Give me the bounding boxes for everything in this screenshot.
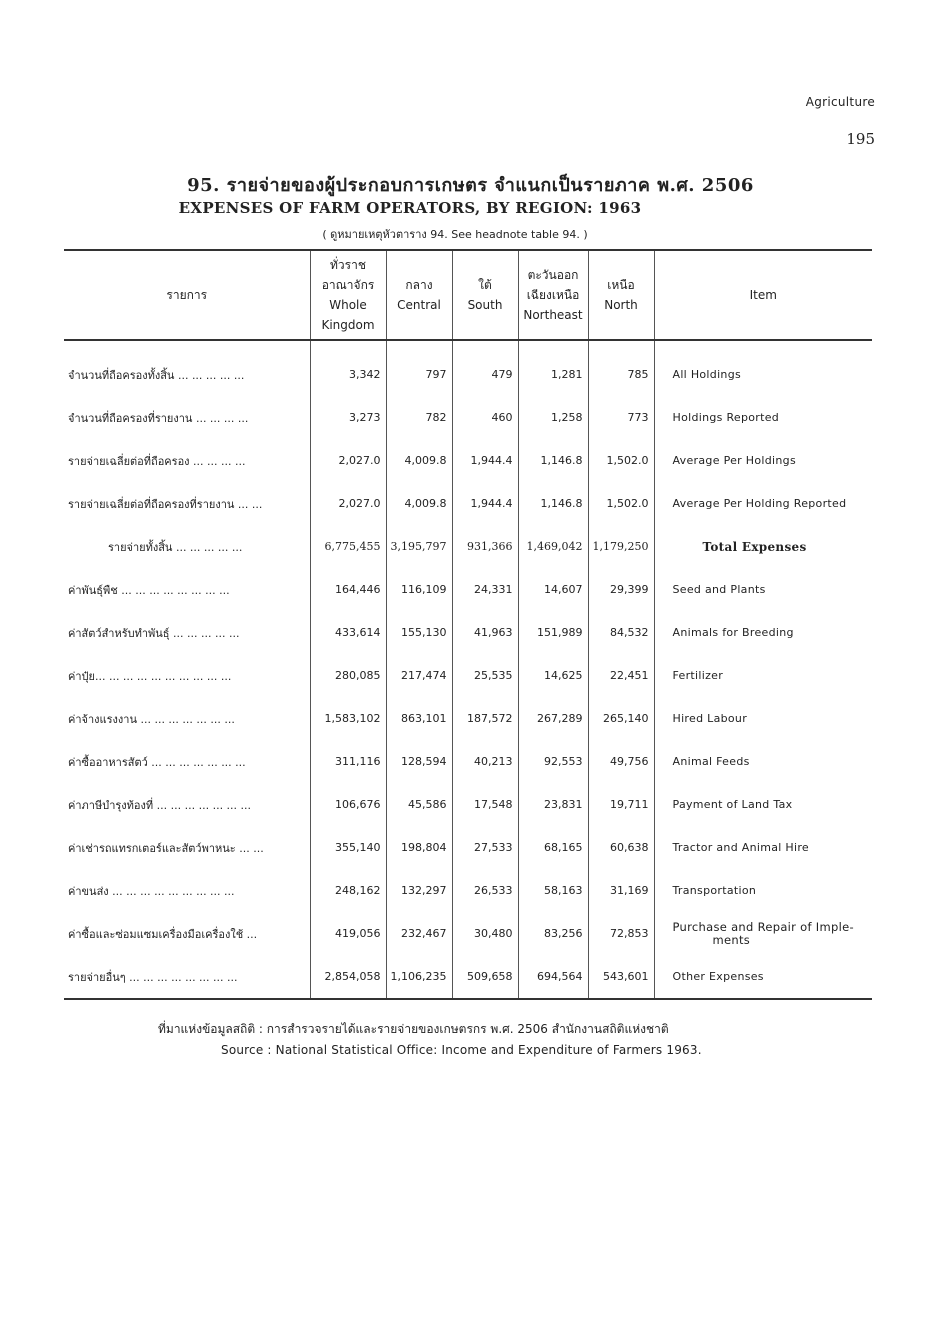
row-label-th: รายจ่ายเฉลี่ยต่อที่ถือครองที่รายงาน ... ...	[68, 497, 263, 511]
cell-north: 49,756	[588, 740, 654, 783]
cell-northeast: 14,607	[518, 568, 588, 611]
cell-northeast: 14,625	[518, 654, 588, 697]
table-row	[64, 697, 872, 740]
cell-northeast: 151,989	[518, 611, 588, 654]
table-row	[64, 340, 872, 396]
table-row	[64, 783, 872, 826]
table-row	[64, 912, 872, 955]
row-label-en: Holdings Reported	[672, 411, 780, 424]
cell-whole: 2,027.0	[310, 482, 386, 525]
cell-central: 128,594	[386, 740, 452, 783]
cell-northeast: 267,289	[518, 697, 588, 740]
row-label-en: Payment of Land Tax	[672, 798, 793, 811]
row-label-th: ค่าซื้ออาหารสัตว์ ... ... ... ... ... ... ...	[68, 755, 246, 769]
row-label-en: Tractor and Animal Hire	[672, 841, 810, 854]
cell-northeast: 92,553	[518, 740, 588, 783]
cell-central: 116,109	[386, 568, 452, 611]
cell-whole: 2,854,058	[310, 955, 386, 999]
cell-whole: 248,162	[310, 869, 386, 912]
cell-south: 30,480	[452, 912, 518, 955]
headnote: ( ดูหมายเหตุหัวตาราง 94. See headnote table 94. )	[322, 228, 588, 241]
cell-central: 45,586	[386, 783, 452, 826]
cell-central: 863,101	[386, 697, 452, 740]
table-row	[64, 869, 872, 912]
row-label-en: Animal Feeds	[672, 755, 750, 768]
table-row	[64, 439, 872, 482]
row-label-en: Average Per Holdings	[672, 454, 796, 467]
row-label-en-line1: Purchase and Repair of Imple-	[672, 919, 854, 934]
section-label: Agriculture	[805, 95, 875, 109]
cell-south: 27,533	[452, 826, 518, 869]
row-label-th: จำนวนที่ถือครองทั้งสิ้น ... ... ... ... ...	[68, 368, 245, 382]
table-row	[64, 740, 872, 783]
cell-central: 4,009.8	[386, 482, 452, 525]
row-label-en: Other Expenses	[654, 955, 872, 999]
cell-northeast: 1,146.8	[518, 482, 588, 525]
cell-south: 187,572	[452, 697, 518, 740]
cell-north: 1,179,250	[588, 525, 654, 568]
page-number: 195	[846, 130, 875, 148]
cell-central: 1,106,235	[386, 955, 452, 999]
cell-north: 1,502.0	[588, 439, 654, 482]
source-thai: ที่มาแห่งข้อมูลสถิติ : การสำรวจรายได้และรายจ่ายของเกษตรกร พ.ศ. 2506 สำนักงานสถิติแห่งชาติ	[158, 1022, 669, 1036]
cell-south: 25,535	[452, 654, 518, 697]
source-english: Source : National Statistical Office: Income and Expenditure of Farmers 1963.	[221, 1043, 702, 1057]
cell-north: 19,711	[588, 783, 654, 826]
cell-south: 24,331	[452, 568, 518, 611]
cell-whole: 3,342	[310, 340, 386, 396]
table-row-total	[64, 525, 872, 568]
cell-central: 232,467	[386, 912, 452, 955]
table-row	[64, 611, 872, 654]
row-label-en: Animals for Breeding	[672, 626, 794, 639]
row-label-th: จำนวนที่ถือครองที่รายงาน ... ... ... ...	[68, 411, 249, 425]
table-header-row	[64, 250, 872, 340]
row-label-en	[654, 912, 872, 955]
cell-north: 31,169	[588, 869, 654, 912]
cell-central: 3,195,797	[386, 525, 452, 568]
cell-south: 40,213	[452, 740, 518, 783]
row-label-th: ค่าซื้อและซ่อมแซมเครื่องมือเครื่องใช้ ...	[68, 927, 258, 941]
cell-northeast: 1,469,042	[518, 525, 588, 568]
row-label-th: ค่าภาษีบำรุงท้องที่ ... ... ... ... ... ... ...	[68, 798, 252, 812]
col-header-north: เหนือ North	[588, 250, 654, 340]
cell-south: 41,963	[452, 611, 518, 654]
cell-south: 17,548	[452, 783, 518, 826]
row-label-th: รายจ่ายอื่นๆ ... ... ... ... ... ... ... ...	[64, 955, 310, 999]
cell-whole: 6,775,455	[310, 525, 386, 568]
table-title-thai: 95. รายจ่ายของผู้ประกอบการเกษตร จำแนกเป็นรายภาค พ.ศ. 2506	[187, 175, 754, 196]
row-label-en: Transportation	[672, 884, 757, 897]
row-label-th: ค่าพันธุ์พืช ... ... ... ... ... ... ... ...	[68, 583, 230, 597]
cell-central: 198,804	[386, 826, 452, 869]
cell-whole: 280,085	[310, 654, 386, 697]
cell-northeast: 694,564	[518, 955, 588, 999]
row-label-th: รายจ่ายเฉลี่ยต่อที่ถือครอง ... ... ... ...	[68, 454, 246, 468]
table-row	[64, 396, 872, 439]
cell-whole: 106,676	[310, 783, 386, 826]
cell-central: 132,297	[386, 869, 452, 912]
cell-south: 1,944.4	[452, 482, 518, 525]
cell-south: 479	[452, 340, 518, 396]
cell-north: 22,451	[588, 654, 654, 697]
cell-south: 460	[452, 396, 518, 439]
row-label-th: ค่าสัตว์สำหรับทำพันธุ์ ... ... ... ... ...	[68, 626, 240, 640]
cell-north: 72,853	[588, 912, 654, 955]
cell-north: 773	[588, 396, 654, 439]
cell-northeast: 68,165	[518, 826, 588, 869]
cell-whole: 355,140	[310, 826, 386, 869]
cell-north: 543,601	[588, 955, 654, 999]
row-label-en: Hired Labour	[672, 712, 748, 725]
cell-northeast: 1,281	[518, 340, 588, 396]
cell-north: 265,140	[588, 697, 654, 740]
row-label-en: Fertilizer	[672, 669, 724, 682]
col-header-whole-kingdom: ทั่วราช อาณาจักร Whole Kingdom	[310, 250, 386, 340]
cell-central: 155,130	[386, 611, 452, 654]
row-label-th: รายจ่ายทั้งสิ้น ... ... ... ... ...	[108, 540, 243, 554]
row-label-en: All Holdings	[672, 368, 742, 381]
expenses-table	[64, 249, 872, 1000]
cell-north: 84,532	[588, 611, 654, 654]
cell-central: 797	[386, 340, 452, 396]
cell-central: 4,009.8	[386, 439, 452, 482]
table-row	[64, 482, 872, 525]
row-label-en: Total Expenses	[702, 539, 807, 554]
row-label-th: ค่าปุ๋ย... ... ... ... ... ... ... ... ... ...	[68, 669, 232, 683]
cell-whole: 164,446	[310, 568, 386, 611]
row-label-th: ค่าขนส่ง ... ... ... ... ... ... ... ... ...	[68, 884, 235, 898]
cell-central: 782	[386, 396, 452, 439]
table-row	[64, 955, 872, 999]
table-row	[64, 568, 872, 611]
cell-northeast: 83,256	[518, 912, 588, 955]
cell-south: 509,658	[452, 955, 518, 999]
col-header-item-th: รายการ	[64, 250, 310, 340]
col-header-item-en: Item	[654, 250, 872, 340]
cell-whole: 419,056	[310, 912, 386, 955]
cell-south: 1,944.4	[452, 439, 518, 482]
row-label-th: ค่าเช่ารถแทรกเตอร์และสัตว์พาหนะ ... ...	[68, 841, 264, 855]
row-label-en: Seed and Plants	[672, 583, 766, 596]
row-label-th: ค่าจ้างแรงงาน ... ... ... ... ... ... ...	[68, 712, 235, 726]
table-row	[64, 654, 872, 697]
cell-northeast: 58,163	[518, 869, 588, 912]
row-label-en: Average Per Holding Reported	[672, 497, 847, 510]
cell-central: 217,474	[386, 654, 452, 697]
cell-north: 29,399	[588, 568, 654, 611]
cell-whole: 311,116	[310, 740, 386, 783]
col-header-central: กลาง Central	[386, 250, 452, 340]
col-header-northeast: ตะวันออก เฉียงเหนือ Northeast	[518, 250, 588, 340]
cell-whole: 1,583,102	[310, 697, 386, 740]
col-header-south: ใต้ South	[452, 250, 518, 340]
cell-whole: 3,273	[310, 396, 386, 439]
cell-north: 785	[588, 340, 654, 396]
cell-northeast: 23,831	[518, 783, 588, 826]
cell-south: 26,533	[452, 869, 518, 912]
cell-northeast: 1,258	[518, 396, 588, 439]
cell-whole: 433,614	[310, 611, 386, 654]
cell-south: 931,366	[452, 525, 518, 568]
cell-whole: 2,027.0	[310, 439, 386, 482]
cell-north: 60,638	[588, 826, 654, 869]
cell-north: 1,502.0	[588, 482, 654, 525]
table-row	[64, 826, 872, 869]
cell-northeast: 1,146.8	[518, 439, 588, 482]
table-title-english: EXPENSES OF FARM OPERATORS, BY REGION: 1963	[178, 199, 642, 217]
row-label-en-line2: ments	[712, 932, 751, 947]
